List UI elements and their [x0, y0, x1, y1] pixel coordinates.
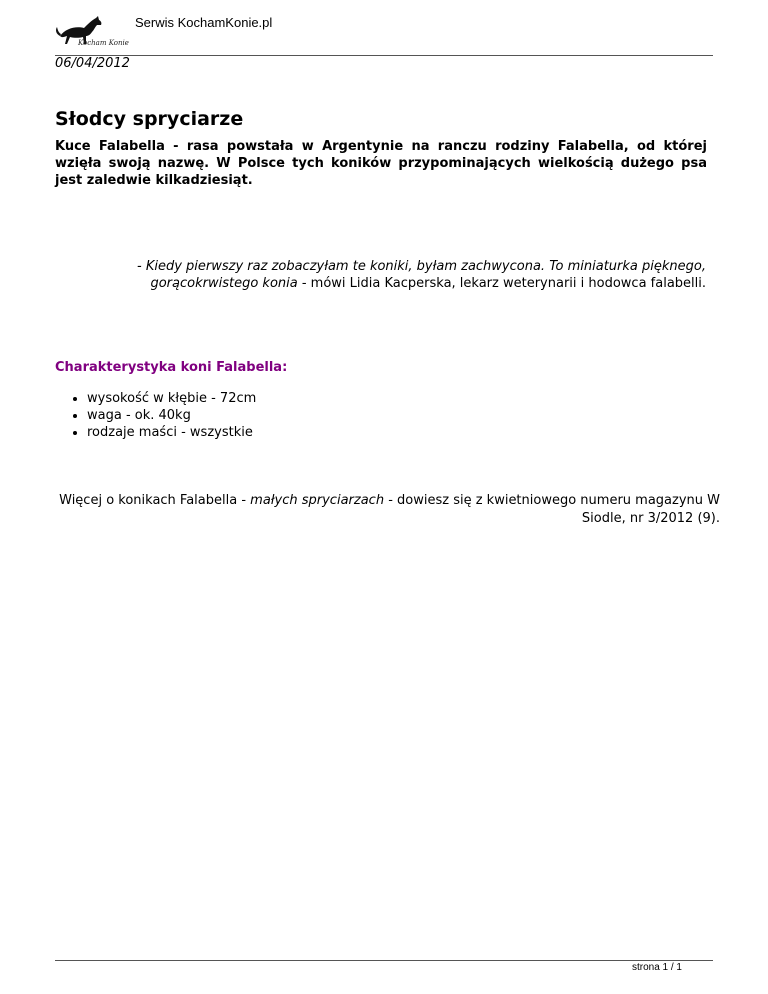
article-lead: Kuce Falabella - rasa powstała w Argentynie na ranczu rodziny Falabella, od której wzięła swoją nazwę. W Polsce tych koników przypominających wielkością dużego psa jest zaledwie kilkadziesiąt. [55, 139, 707, 188]
features-list [55, 390, 256, 441]
article-more-info [55, 492, 720, 528]
list-item: • waga - ok. 40kg [87, 407, 256, 424]
more-text-after: - dowiesz się z kwietniowego numeru magazynu W Siodle, nr 3/2012 (9). [384, 493, 720, 526]
logo-text: Kocham Konie [78, 39, 129, 47]
footer-divider [55, 960, 713, 961]
more-text-italic: małych spryciarzach [250, 493, 385, 508]
more-text-before: Więcej o konikach Falabella - [59, 493, 251, 508]
article-date: 06/04/2012 [55, 56, 130, 71]
list-item: • rodzaje maści - wszystkie [87, 424, 256, 441]
article-quote [120, 258, 706, 292]
page-number: strona 1 / 1 [631, 962, 682, 973]
features-heading: Charakterystyka koni Falabella: [55, 360, 288, 375]
article-title: Słodcy spryciarze [55, 108, 244, 130]
quote-text: - Kiedy pierwszy raz zobaczyłam te koniki, byłam zachwycona. To miniaturka pięknego, gorącokrwistego konia [137, 259, 706, 291]
quote-attribution: - mówi Lidia Kacperska, lekarz weterynarii i hodowca falabelli. [297, 276, 706, 291]
header-divider [55, 55, 713, 56]
site-name: Serwis KochamKonie.pl [135, 15, 273, 30]
list-item: • wysokość w kłębie - 72cm [87, 390, 256, 407]
